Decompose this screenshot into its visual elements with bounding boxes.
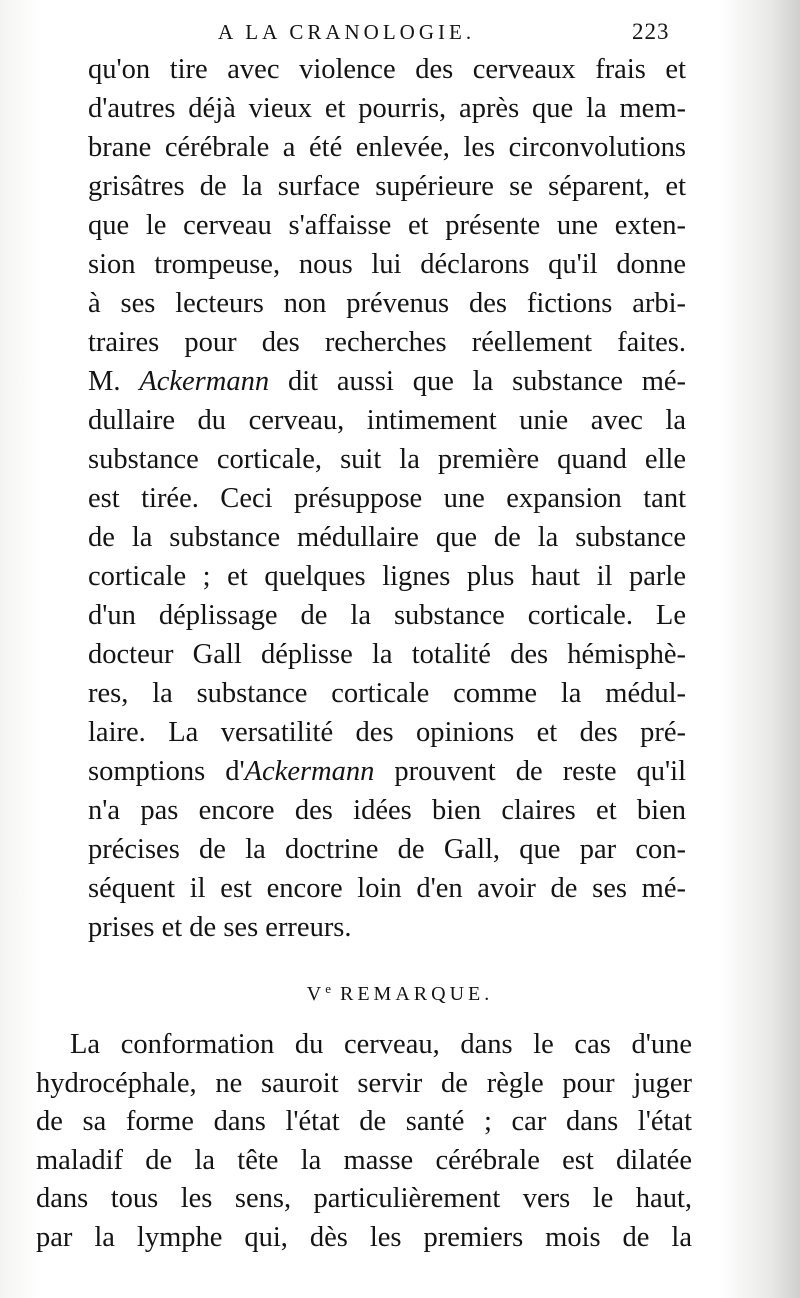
author-name: Ackermann: [244, 756, 375, 787]
running-head: A LA CRANOLOGIE.: [218, 20, 476, 44]
text-line: hydrocéphale, ne sauroit servir de règle pour juger: [36, 1067, 692, 1099]
text-line: séquent il est encore loin d'en avoir de ses mé-: [88, 873, 686, 904]
line-text: La conformation du cerveau, dans le cas d'une: [70, 1029, 692, 1060]
text-line: à ses lecteurs non prévenus des fictions arbi-: [88, 288, 686, 319]
text-line: corticale ; et quelques lignes plus haut il parle: [88, 561, 686, 592]
text-line: par la lymphe qui, dès les premiers mois de la: [36, 1221, 692, 1253]
text-line: est tirée. Ceci présuppose une expansion tant: [88, 483, 686, 514]
text-line: qu'on tire avec violence des cerveaux frais et: [88, 54, 686, 85]
text-line: d'autres déjà vieux et pourris, après que la mem-: [88, 93, 686, 124]
text-line: d'un déplissage de la substance corticale. Le: [88, 600, 686, 631]
text-line: brane cérébrale a été enlevée, les circonvolutions: [88, 132, 686, 163]
section-superscript: e: [325, 981, 331, 996]
text-line: que le cerveau s'affaisse et présente une exten-: [88, 210, 686, 241]
text-line: prises et de ses erreurs.: [88, 912, 352, 943]
text-line: n'a pas encore des idées bien claires et bien: [88, 795, 686, 826]
line-rest: dit aussi que la substance mé-: [287, 366, 687, 397]
text-line: de la substance médullaire que de la substance: [88, 522, 686, 553]
page-number: 223: [632, 19, 670, 44]
text-line: [36, 1026, 692, 1065]
section-heading: [0, 974, 800, 1009]
text-line: [88, 752, 686, 791]
text-line: laire. La versatilité des opinions et des pré-: [88, 717, 686, 748]
text-line: de sa forme dans l'état de santé ; car dans l'état: [36, 1106, 692, 1137]
page-header: [0, 16, 800, 48]
line-prefix: M.: [88, 366, 121, 397]
line-rest: prouvent de reste qu'il: [394, 756, 686, 787]
text-line: [88, 362, 686, 401]
text-line: sion trompeuse, nous lui déclarons qu'il donne: [88, 249, 686, 280]
text-line: dans tous les sens, particulièrement vers le haut,: [36, 1183, 692, 1214]
text-line: res, la substance corticale comme la médul-: [88, 678, 686, 709]
text-line: précises de la doctrine de Gall, que par con-: [88, 834, 686, 865]
line-prefix: somptions d': [88, 756, 245, 787]
text-line: substance corticale, suit la première quand elle: [88, 444, 686, 475]
text-line: dullaire du cerveau, intimement unie avec la: [88, 405, 686, 436]
text-line: docteur Gall déplisse la totalité des hémisphè-: [88, 639, 686, 670]
text-line: grisâtres de la surface supérieure se séparent, et: [88, 171, 686, 202]
section-title: REMARQUE.: [340, 983, 494, 1005]
paragraph-remarque: [36, 1026, 692, 1257]
paragraph-continued: [88, 50, 686, 947]
section-numeral: V: [306, 983, 326, 1005]
author-name: Ackermann: [139, 366, 270, 397]
text-line: traires pour des recherches réellement faites.: [88, 327, 686, 358]
text-line: maladif de la tête la masse cérébrale est dilatée: [36, 1144, 692, 1176]
